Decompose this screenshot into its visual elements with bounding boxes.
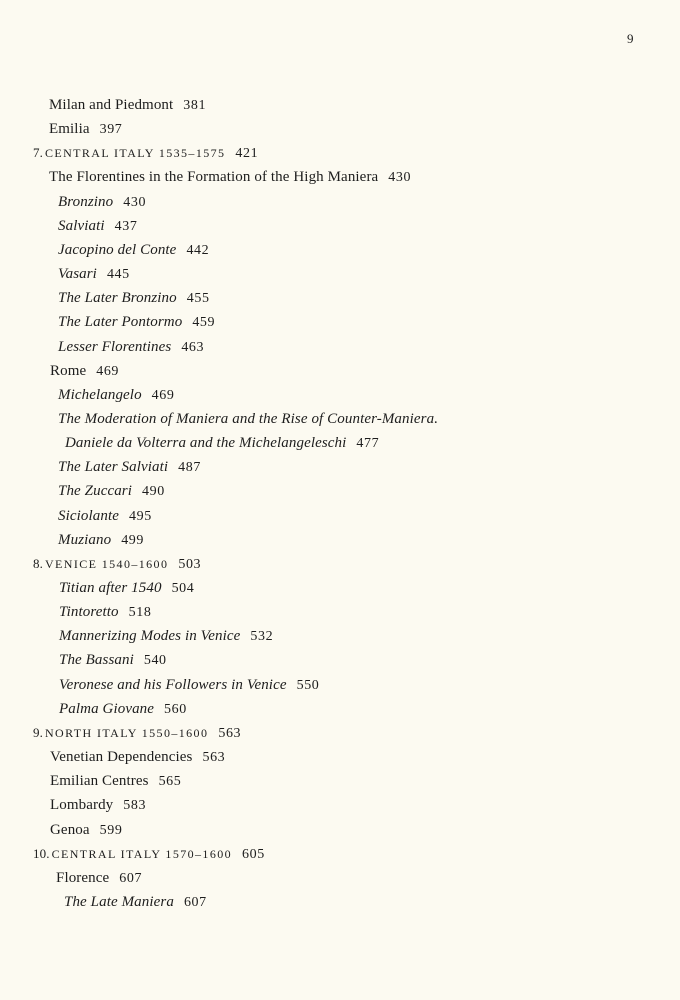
entry-page: 504 — [171, 581, 195, 596]
entry-title: Milan and Piedmont — [49, 97, 174, 113]
entry-title: Jacopino del Conte — [58, 241, 177, 258]
entry-page: 607 — [183, 894, 207, 910]
toc-subsection — [58, 458, 201, 477]
entry-page: 550 — [296, 677, 320, 693]
entry-title: Genoa — [50, 821, 90, 838]
entry-page: 469 — [96, 363, 120, 379]
toc-section — [56, 869, 142, 888]
toc-subsection — [58, 289, 210, 308]
entry-page: 430 — [123, 194, 147, 210]
entry-title: CENTRAL ITALY 1570–1600 — [51, 846, 233, 861]
entry-title: The Zuccari — [58, 483, 133, 500]
entry-page: 430 — [388, 170, 412, 186]
entry-page: 565 — [158, 774, 182, 790]
entry-title: Venetian Dependencies — [50, 749, 193, 766]
entry-page: 532 — [250, 629, 274, 645]
entry-page: 421 — [235, 146, 259, 162]
toc-subsection — [59, 603, 151, 622]
entry-page: 499 — [121, 532, 145, 548]
entry-title: Salviati — [58, 217, 105, 234]
entry-page: 381 — [183, 98, 207, 113]
page-number: 9 — [627, 31, 634, 46]
entry-title: Emilian Centres — [50, 773, 149, 790]
toc-subsection — [58, 531, 144, 550]
entry-page: 583 — [123, 798, 147, 814]
entry-page: 397 — [99, 122, 123, 138]
toc-section — [50, 772, 181, 791]
toc-subsection — [59, 651, 167, 670]
toc-chapter — [33, 724, 241, 743]
entry-page: 599 — [99, 822, 123, 838]
entry-page: 503 — [178, 556, 202, 572]
toc-subsection — [58, 410, 438, 428]
entry-title: Siciolante — [58, 507, 119, 524]
entry-page: 463 — [181, 339, 205, 355]
entry-title: The Florentines in the Formation of the High Maniera — [49, 169, 379, 186]
chapter-number: 8. — [33, 555, 43, 571]
toc-subsection — [58, 386, 174, 405]
entry-page: 495 — [129, 508, 152, 524]
toc-subsection — [58, 507, 152, 526]
entry-page: 607 — [119, 870, 143, 886]
toc-subsection — [58, 193, 146, 212]
toc-section — [50, 796, 146, 815]
entry-page: 469 — [151, 387, 175, 403]
toc-subsection — [58, 241, 209, 260]
chapter-number: 10. — [33, 845, 50, 861]
entry-title: Emilia — [49, 121, 90, 138]
entry-title: Mannerizing Modes in Venice — [59, 628, 241, 645]
chapter-number: 9. — [33, 724, 43, 740]
toc-section — [50, 821, 122, 840]
entry-title: Rome — [50, 362, 87, 379]
toc-section — [49, 120, 122, 139]
toc-subsection — [58, 482, 165, 501]
entry-title: Veronese and his Followers in Venice — [59, 676, 287, 693]
entry-page: 487 — [178, 460, 201, 476]
toc-chapter — [33, 144, 258, 163]
toc-subsection — [59, 579, 194, 598]
toc-chapter — [33, 555, 201, 574]
entry-title: Florence — [56, 869, 110, 886]
chapter-number: 7. — [33, 145, 43, 161]
entry-page: 455 — [186, 291, 210, 307]
entry-title: Vasari — [58, 266, 97, 283]
entry-page: 560 — [164, 701, 187, 717]
entry-title: Lesser Florentines — [58, 338, 172, 355]
toc-section — [49, 96, 206, 115]
entry-title: Tintoretto — [59, 604, 119, 621]
toc-subsection — [58, 338, 204, 357]
toc-subsection — [58, 217, 137, 236]
toc-section — [50, 748, 225, 767]
entry-title: Muziano — [58, 531, 112, 548]
entry-page: 540 — [143, 653, 167, 669]
toc-chapter — [33, 845, 265, 864]
entry-page: 437 — [114, 218, 138, 234]
entry-page: 445 — [106, 267, 130, 283]
entry-title: The Moderation of Maniera and the Rise of Counter-Maniera. — [58, 410, 439, 427]
entry-title: Bronzino — [58, 193, 114, 210]
entry-page: 442 — [186, 242, 210, 258]
entry-page: 490 — [142, 484, 165, 500]
entry-title: The Later Pontormo — [58, 314, 183, 331]
entry-page: 459 — [192, 315, 216, 331]
entry-title: Daniele da Volterra and the Michelangeleschi — [65, 435, 347, 452]
entry-title: The Late Maniera — [64, 893, 174, 910]
toc-subsection — [65, 434, 379, 453]
toc-section — [50, 362, 119, 381]
entry-title: Titian after 1540 — [59, 580, 162, 596]
entry-title: Palma Giovane — [59, 700, 155, 717]
entry-title: The Later Salviati — [58, 459, 169, 476]
toc-subsection — [64, 893, 207, 912]
toc-subsection — [58, 265, 130, 284]
entry-page: 563 — [202, 750, 226, 766]
toc-subsection — [59, 627, 273, 646]
entry-title: The Bassani — [59, 652, 134, 669]
entry-page: 605 — [242, 846, 265, 862]
toc-section — [49, 168, 411, 187]
entry-title: VENICE 1540–1600 — [44, 556, 169, 571]
entry-title: NORTH ITALY 1550–1600 — [44, 725, 209, 740]
entry-page: 563 — [218, 725, 242, 741]
entry-title: Michelangelo — [58, 386, 142, 403]
entry-title: CENTRAL ITALY 1535–1575 — [44, 146, 226, 161]
toc-subsection — [58, 313, 215, 332]
entry-title: The Later Bronzino — [58, 290, 177, 307]
entry-page: 518 — [128, 605, 152, 621]
toc-subsection — [59, 700, 187, 719]
entry-page: 477 — [356, 436, 380, 452]
toc-subsection — [59, 676, 319, 695]
entry-title: Lombardy — [50, 797, 114, 814]
